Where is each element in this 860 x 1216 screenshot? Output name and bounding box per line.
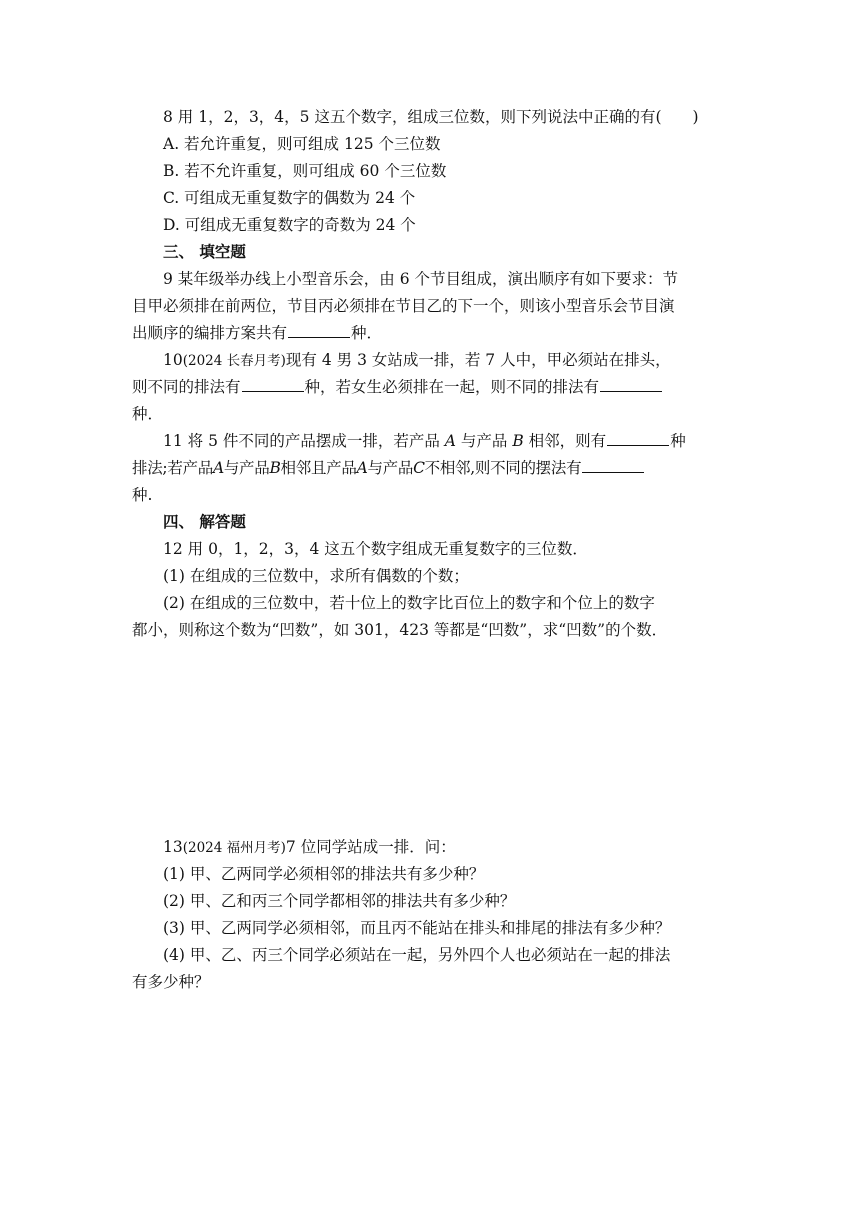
q10-number: 10 <box>163 351 183 369</box>
q11-line-2 <box>132 458 732 478</box>
q13-part-1: (1) 甲、乙两同学必须相邻的排法共有多少种？ <box>163 865 485 883</box>
q11-text-1b: 与产品 <box>456 432 513 450</box>
q8-option-d: D. 可组成无重复数字的奇数为 24 个 <box>163 216 416 234</box>
q10-line-2 <box>132 377 732 397</box>
q11-text-2c: 相邻且产品 <box>280 459 357 477</box>
q10-text-2b: 种，若女生必须排在一起，则不同的排法有 <box>304 378 600 396</box>
q11-var-a-3: A <box>356 459 368 477</box>
q13-text: 7 位同学站成一排．问： <box>285 838 456 856</box>
q11-line-1 <box>163 431 732 451</box>
section-answer-heading: 四、 解答题 <box>163 512 246 531</box>
q11-var-b-2: B <box>269 459 281 477</box>
q11-answer-blank-1 <box>607 431 669 446</box>
q10-line-1 <box>163 350 732 371</box>
q12-stem: 12 用 0，1，2，3，4 这五个数字组成无重复数字的三位数． <box>163 540 588 558</box>
q13-stem <box>163 837 732 858</box>
q8-stem: 8 用 1，2，3，4，5 这五个数字，组成三位数，则下列说法中正确的有( ) <box>163 108 699 126</box>
q11-var-a-2: A <box>212 459 224 477</box>
q10-text-2a: 则不同的排法有 <box>132 378 241 396</box>
q12-part-2-line-1: (2) 在组成的三位数中，若十位上的数字比百位上的数字和个位上的数字 <box>163 594 655 612</box>
q13-part-4-line-1: (4) 甲、乙、丙三个同学必须站在一起，另外四个人也必须站在一起的排法 <box>163 946 671 964</box>
q10-line-3: 种． <box>132 405 164 423</box>
q12-part-2-line-2: 都小，则称这个数为“凹数”，如 301，423 等都是“凹数”，求“凹数”的个数． <box>132 621 668 639</box>
section-fill-in-heading: 三、 填空题 <box>163 242 246 261</box>
q8-option-c: C. 可组成无重复数字的偶数为 24 个 <box>163 189 416 207</box>
q11-answer-blank-2 <box>582 458 644 473</box>
q11-text-2e: 不相邻,则不同的摆法有 <box>424 459 582 477</box>
q9-answer-blank <box>288 323 350 338</box>
q9-line-3 <box>132 323 732 343</box>
q11-text-1c: 相邻，则有 <box>523 432 607 450</box>
q10-answer-blank-2 <box>600 377 662 392</box>
q8-option-a: A. 若允许重复，则可组成 125 个三位数 <box>163 135 441 153</box>
q13-number: 13 <box>163 838 183 856</box>
q13-source: (2024 福州月考) <box>182 840 286 856</box>
q10-answer-blank-1 <box>242 377 304 392</box>
q9-text-a: 出顺序的编排方案共有 <box>132 324 288 342</box>
q9-text-b: 种． <box>351 324 383 342</box>
q13-part-3: (3) 甲、乙两同学必须相邻，而且丙不能站在排头和排尾的排法有多少种？ <box>163 919 671 937</box>
q11-text-1d: 种 <box>670 432 686 450</box>
q11-text-1a: 11 将 5 件不同的产品摆成一排，若产品 <box>163 432 445 450</box>
q10-text-1: 现有 4 男 3 女站成一排，若 7 人中，甲必须站在排头， <box>285 351 671 369</box>
q11-var-b: B <box>512 432 524 450</box>
q9-line-2: 目甲必须排在前两位，节目丙必须排在节目乙的下一个，则该小型音乐会节目演 <box>132 297 675 315</box>
q10-source: (2024 长春月考) <box>182 353 286 369</box>
q9-line-1: 9 某年级举办线上小型音乐会，由 6 个节目组成，演出顺序有如下要求：节 <box>163 270 679 288</box>
q11-var-a: A <box>444 432 456 450</box>
q13-part-2: (2) 甲、乙和丙三个同学都相邻的排法共有多少种？ <box>163 892 516 910</box>
q11-var-c: C <box>413 459 425 477</box>
q8-option-b: B. 若不允许重复，则可组成 60 个三位数 <box>163 162 447 180</box>
q11-line-3: 种. <box>132 486 153 504</box>
q11-text-2d: 与产品 <box>367 459 414 477</box>
q11-text-2a: 排法;若产品 <box>132 459 213 477</box>
q13-part-4-line-2: 有多少种？ <box>132 973 210 991</box>
q11-text-2b: 与产品 <box>223 459 270 477</box>
q12-part-1: (1) 在组成的三位数中，求所有偶数的个数； <box>163 567 469 585</box>
